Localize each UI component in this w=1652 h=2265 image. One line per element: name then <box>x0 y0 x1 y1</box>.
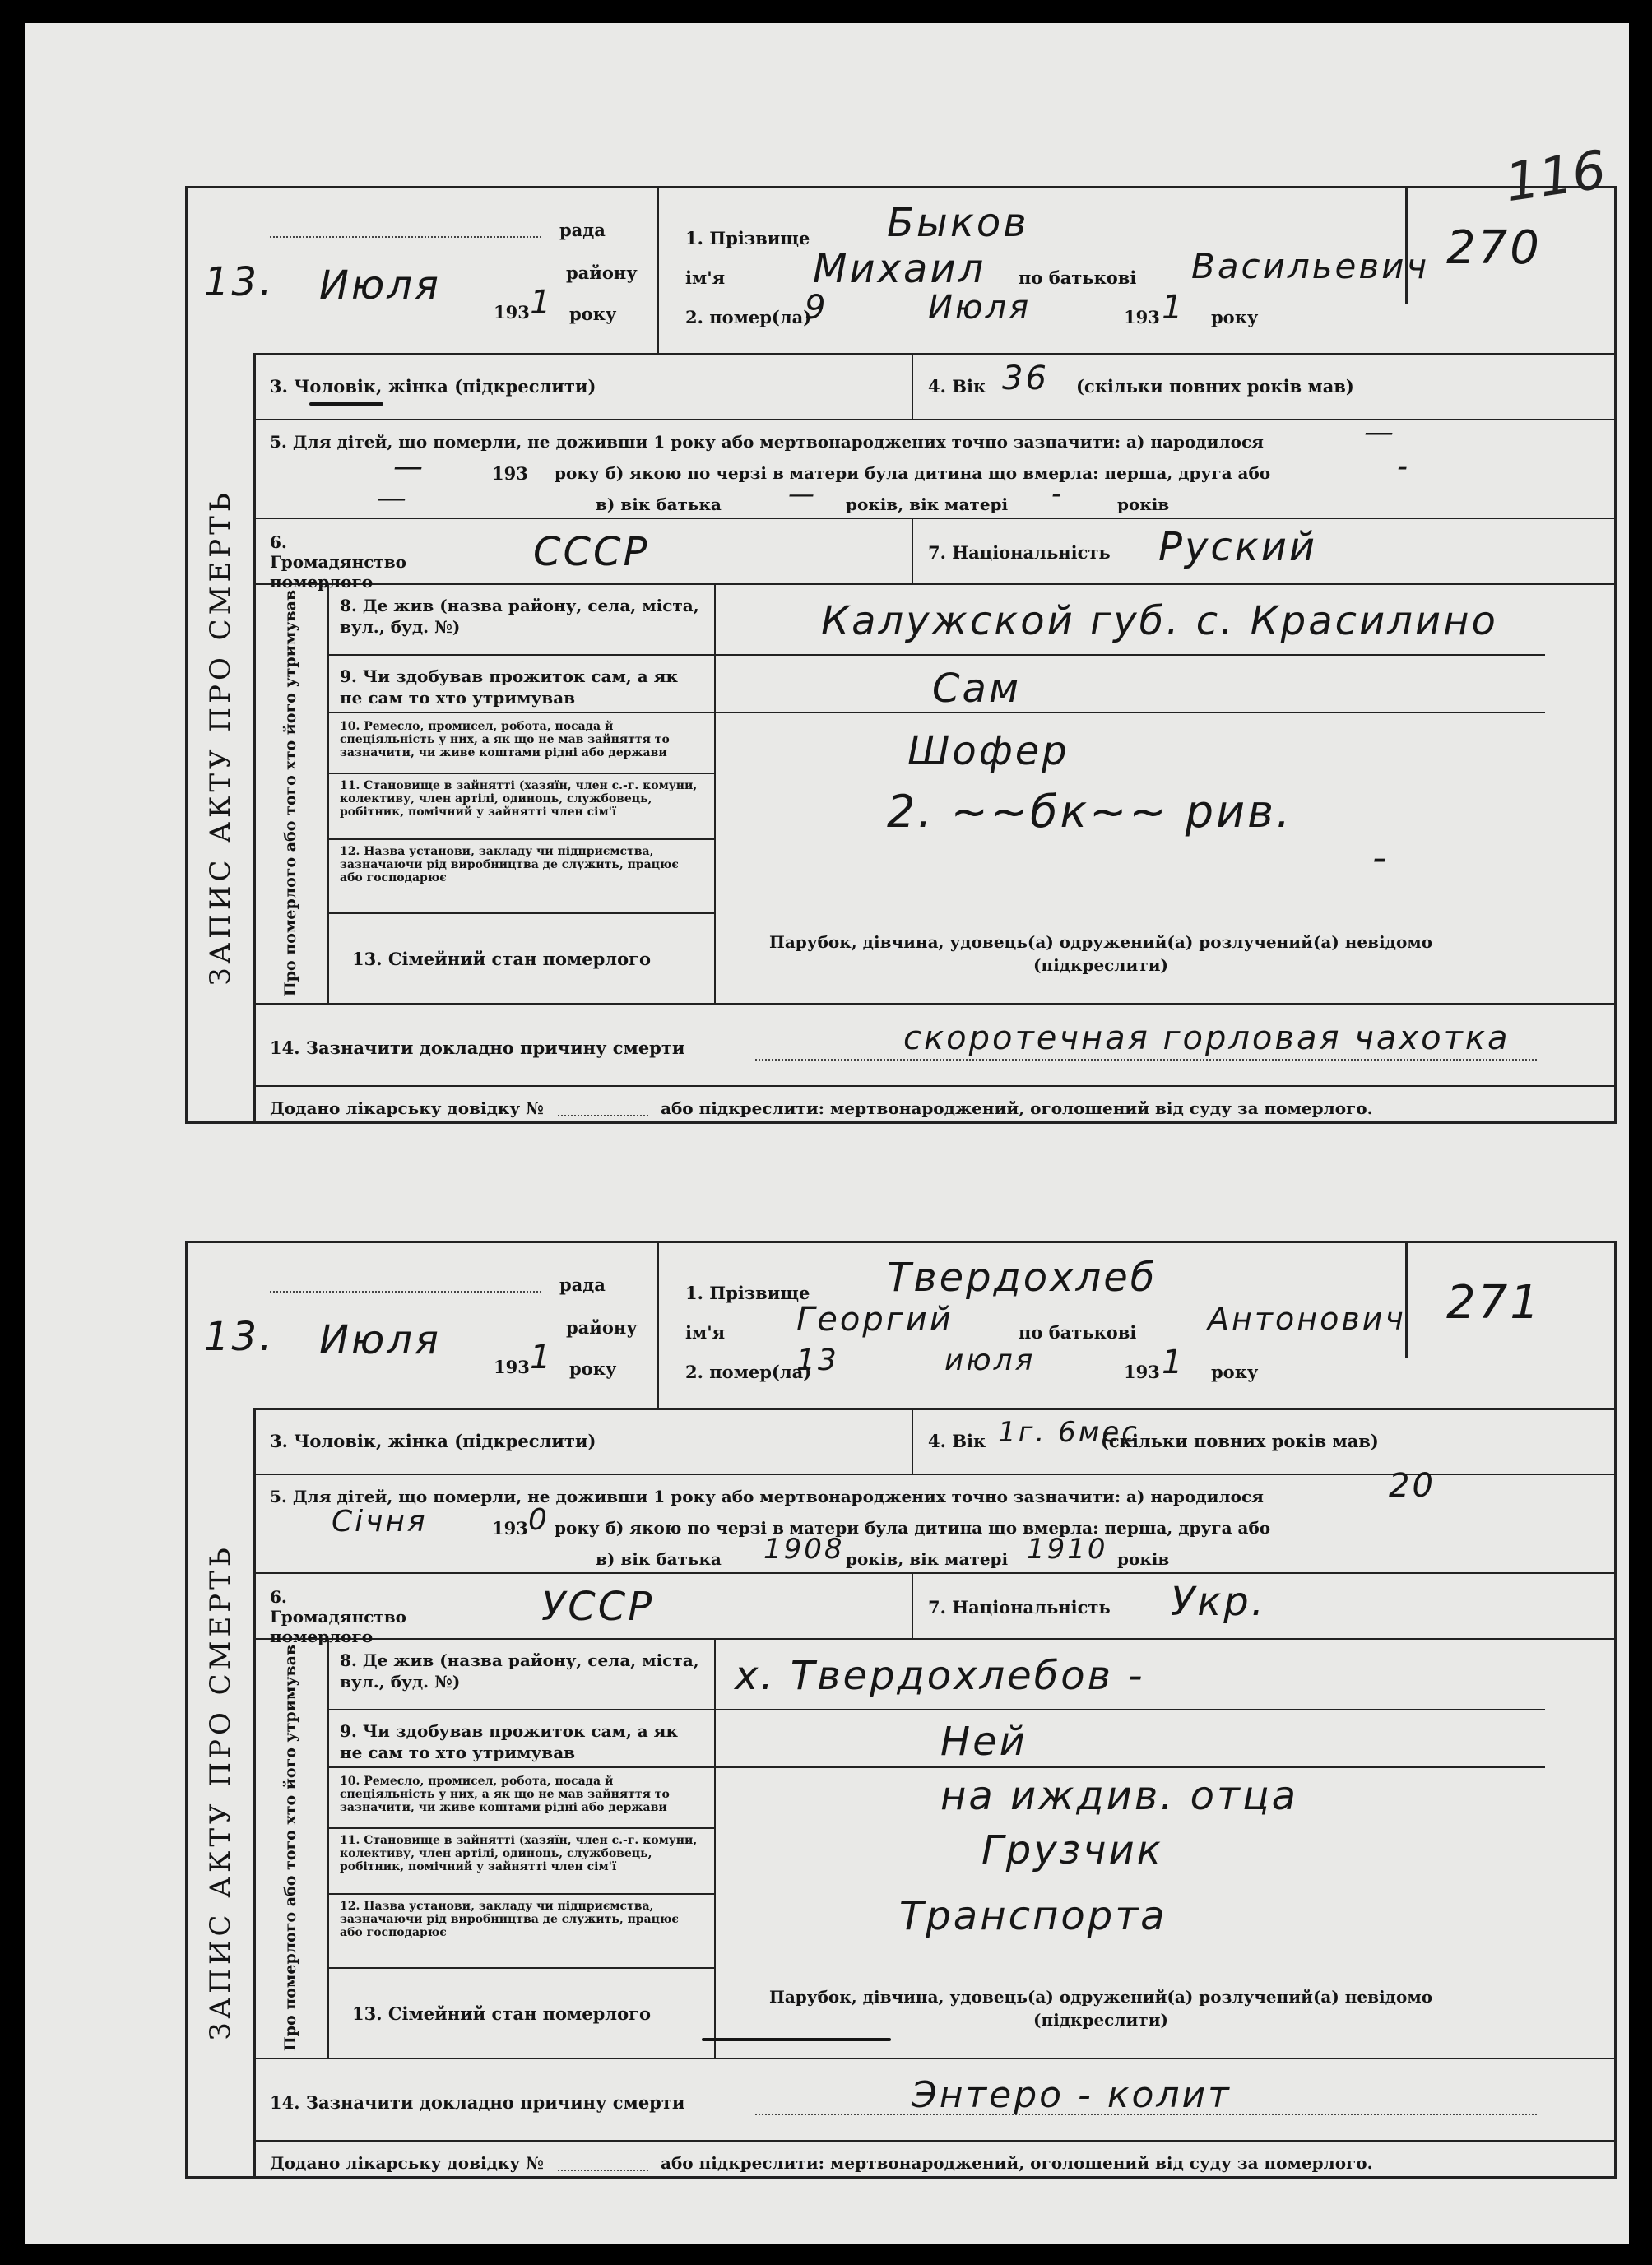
reg-year-digit: 1 <box>530 1339 554 1376</box>
record-side-subtitle: Про померлого або того хто його утримував <box>253 1638 329 2058</box>
nationality-value: Руский <box>1158 524 1318 570</box>
death-record-1: ЗАПИС АКТУ ПРО СМЕРТЬ Про померлого або того хто його утримував рада району 13. Июля 193 1 року 1. Прізвище Быков ім'я Михаил по батькові Васильевич 2. помер(ла) 9 Июля 193 1 року 270 3. Чоловік, жінка (підкреслити) 4. Вік 36 (скільки повних років мав) 5. Для дітей, що померли, не доживши 1 року або мертвонароджених точно зазначити: а) народилося — — 193 року б) якою по черзі в матери була дитина що вмерла: перша, друга або - — в) вік батька — років, вік матері - років 6. Громадянство померлого СССР 7. Національність Руский 8. Де жив (назва району, села, міста, вул., буд. №) Калужской губ. с. Красилино 9. Чи здобував прожиток сам, а як не сам то хто утримував Сам 10. Ремесло, промисел, робота, посада й спеціяльність у них, а як що не мав зайняття то зазначити, чи живе коштами рідні або держави Шофер 11. Становище в зайнятті (хазяїн, член с.-г. комуни, колективу, член артілі, одиноць, службовець, робітник, помічний у зайнятті член сім'ї 2. ~~бк~~ рив. 12. Назва установи, закладу чи підприємства, зазначаючи рід виробництва де служить, працює або господарює - 13. Сімейний стан померлого Парубок, дівчина, удовець(а) одружений(а) розлучений(а) невідомо (підкреслити) 14. Зазначити докладно причину смерти скоротечная горловая чахотка Додано лікарську довідку № або підкреслити: мертвонароджений, оголошений від суду за померлого. <box>185 186 1617 1124</box>
age-value: 36 <box>1002 360 1049 397</box>
cause-value: Энтеро - колит <box>912 2074 1232 2116</box>
cause-value: скоротечная горловая чахотка <box>903 1019 1510 1057</box>
died-label: 2. помер(ла) <box>685 307 812 327</box>
age-value: 1г. 6мес <box>998 1416 1140 1449</box>
raionu-label: району <box>566 262 638 283</box>
workplace-value: - <box>1372 835 1390 881</box>
age-label: 4. Вік <box>928 376 986 397</box>
nationality-value: Укр. <box>1171 1579 1266 1625</box>
surname-label: 1. Прізвище <box>685 228 810 248</box>
rada-label: рада <box>559 220 606 240</box>
name-label: ім'я <box>685 267 726 288</box>
livelihood-value: Сам <box>932 666 1022 712</box>
citizenship-value: УССР <box>541 1584 655 1630</box>
patronymic-value: Антонович <box>1208 1301 1406 1337</box>
sex-label: 3. Чоловік, жінка (підкреслити) <box>270 376 596 397</box>
name-value: Михаил <box>813 246 986 292</box>
death-day: 13 <box>796 1344 839 1377</box>
reg-month: Июля <box>319 262 441 309</box>
position-value: Грузчик <box>981 1827 1163 1873</box>
citizenship-value: СССР <box>533 529 650 575</box>
workplace-value: Транспорта <box>899 1893 1167 1939</box>
reg-month: Июля <box>319 1317 441 1363</box>
nationality-label: 7. Національність <box>928 542 1111 563</box>
reg-year-digit: 1 <box>530 284 554 322</box>
name-value: Георгий <box>796 1301 954 1339</box>
occupation-value: Шофер <box>907 728 1070 774</box>
archive-page <box>25 23 1629 2244</box>
record-number: 271 <box>1446 1276 1542 1330</box>
patronymic-label: по батькові <box>1019 267 1137 288</box>
citizenship-label: 6. Громадянство померлого <box>270 532 407 592</box>
roku-label: року <box>569 304 617 324</box>
family-status-options: Парубок, дівчина, удовець(а) одружений(а) розлучений(а) невідомо (підкреслити) <box>768 932 1433 975</box>
surname-value: Быков <box>887 200 1029 246</box>
residence-value: х. Твердохлебов - <box>735 1653 1145 1699</box>
occupation-value: на иждив. отца <box>940 1773 1299 1819</box>
death-day: 9 <box>805 289 828 327</box>
patronymic-value: Васильевич <box>1191 246 1430 286</box>
record-side-title: ЗАПИС АКТУ ПРО СМЕРТЬ <box>188 353 256 1121</box>
position-value: 2. ~~бк~~ рив. <box>887 786 1293 838</box>
reg-day: 13. <box>204 1314 275 1360</box>
death-year-digit: 1 <box>1162 1344 1186 1381</box>
record-side-title: ЗАПИС АКТУ ПРО СМЕРТЬ <box>188 1408 256 2176</box>
death-record-2: ЗАПИС АКТУ ПРО СМЕРТЬ Про померлого або того хто його утримував рада району 13. Июля 193 1 року 1. Прізвище Твердохлеб ім'я Георгий по батькові Антонович 2. помер(ла) 13 июля 193 1 року 271 3. Чоловік, жінка (підкреслити) 4. Вік 1г. 6мес (скільки повних років мав) 5. Для дітей, що померли, не доживши 1 року або мертвонароджених точно зазначити: а) народилося 20 Січня 193 0 року б) якою по черзі в матери була дитина що вмерла: перша, друга або в) вік батька 1908 років, вік матері 1910 років 6. Громадянство померлого УССР 7. Національність Укр. 8. Де жив (назва району, села, міста, вул., буд. №) х. Твердохлебов - 9. Чи здобував прожиток сам, а як не сам то хто утримував Ней 10. Ремесло, промисел, робота, посада й спеціяльність у них, а як що не мав зайняття то зазначити, чи живе коштами рідні або держави на иждив. отца 11. Становище в зайнятті (хазяїн, член с.-г. комуни, колективу, член артілі, одиноць, службовець, робітник, помічний у зайнятті член сім'ї Грузчик 12. Назва установи, закладу чи підприємства, зазначаючи рід виробництва де служить, працює або господарює Транспорта 13. Сімейний стан померлого Парубок, дівчина, удовець(а) одружений(а) розлучений(а) невідомо (підкреслити) 14. Зазначити докладно причину смерти Энтеро - колит Додано лікарську довідку № або підкреслити: мертвонароджений, оголошений від суду за померлого. <box>185 1241 1617 2179</box>
livelihood-value: Ней <box>940 1719 1028 1765</box>
reg-day: 13. <box>204 259 275 305</box>
f5-line2: року б) якою по черзі в матери була дитина що вмерла: перша, друга або <box>555 463 1271 483</box>
sheet-number: 116 <box>1501 139 1610 215</box>
age-suffix: (скільки повних років мав) <box>1076 376 1354 397</box>
death-year-digit: 1 <box>1162 289 1186 327</box>
death-month: июля <box>944 1344 1036 1377</box>
record-number: 270 <box>1446 221 1542 275</box>
surname-value: Твердохлеб <box>887 1255 1158 1301</box>
record-side-subtitle: Про померлого або того хто його утримував <box>253 583 329 1003</box>
f5-line1: 5. Для дітей, що померли, не доживши 1 року або мертвонароджених точно зазначити: а) народилося <box>270 432 1264 452</box>
residence-value: Калужской губ. с. Красилино <box>821 598 1498 644</box>
death-month: Июля <box>928 289 1032 327</box>
